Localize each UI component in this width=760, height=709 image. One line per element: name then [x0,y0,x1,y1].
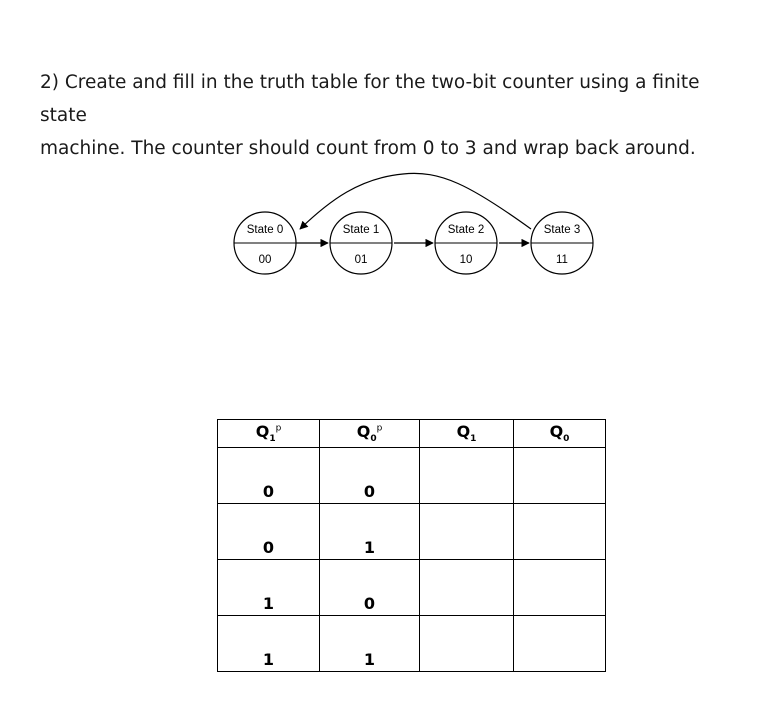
state-0-code: 00 [258,254,272,266]
state-2-node [435,212,497,274]
state-1-label: State 1 [342,224,380,236]
question-line-1: 2) Create and fill in the truth table for the two-bit counter using a finite state [40,72,700,126]
cell-q1p: 0 [218,448,320,504]
cell-q0-next[interactable] [514,616,606,672]
state-0-node [234,212,296,274]
header-q1-present: $Q_1^p$ [218,420,320,448]
table-row [218,504,606,560]
header-q0-present: $Q_0^p$ [320,420,420,448]
cell-q1p: 0 [218,504,320,560]
state-1-code: 01 [354,254,368,266]
cell-q1p: 1 [218,616,320,672]
question-line-2: machine. The counter should count from 0 to 3 and wrap back around. [40,138,696,159]
header-q1-next: $Q_1$ [420,420,514,448]
cell-q0p: 0 [320,448,420,504]
table-row [218,560,606,616]
state-1-node [330,212,392,274]
cell-q0p: 1 [320,616,420,672]
cell-q1p: 1 [218,560,320,616]
wrap-arrow [300,173,531,229]
state-diagram [0,0,760,330]
cell-q1-next[interactable] [420,504,514,560]
state-2-label: State 2 [447,224,485,236]
cell-q1-next[interactable] [420,560,514,616]
truth-table [217,419,606,672]
state-3-label: State 3 [543,224,581,236]
state-2-code: 10 [459,254,473,266]
cell-q1-next[interactable] [420,616,514,672]
cell-q1-next[interactable] [420,448,514,504]
cell-q0-next[interactable] [514,504,606,560]
table-row [218,448,606,504]
truth-table-header-row [218,420,606,448]
state-3-code: 11 [556,254,568,266]
cell-q0-next[interactable] [514,560,606,616]
cell-q0-next[interactable] [514,448,606,504]
state-3-node [531,212,593,274]
state-0-label: State 0 [246,224,284,236]
cell-q0p: 1 [320,504,420,560]
cell-q0p: 0 [320,560,420,616]
header-q0-next: $Q_0$ [514,420,606,448]
table-row [218,616,606,672]
